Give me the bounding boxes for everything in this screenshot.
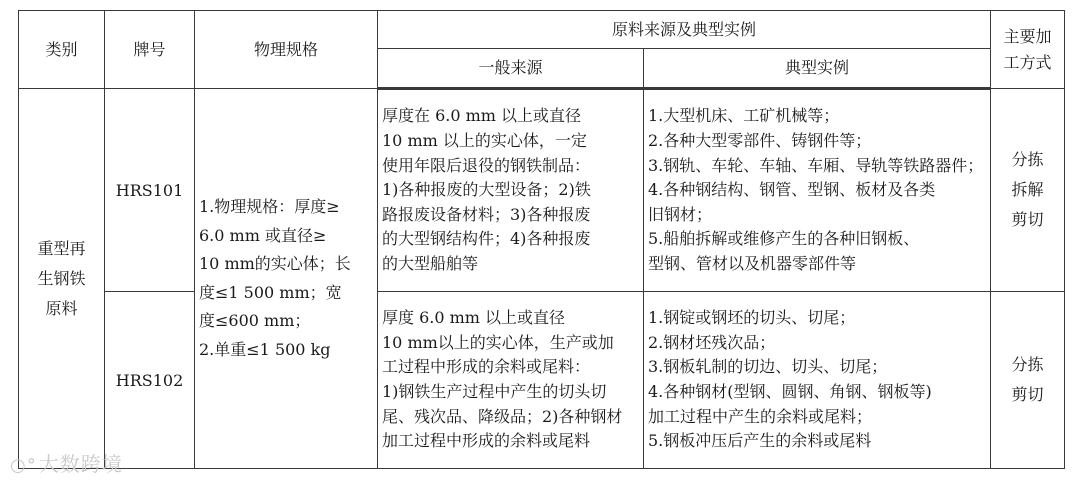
- processing-line: 分拣: [1011, 150, 1044, 169]
- example-line: 型钢、管材以及机器零部件等: [648, 253, 857, 273]
- source-line: 的大型钢结构件；4)各种报废: [382, 229, 591, 249]
- category-line: 重型再: [37, 238, 86, 258]
- grade-cell: HRS101: [105, 89, 195, 292]
- source-line: 使用年限后退役的钢铁制品：: [382, 155, 591, 175]
- spec-line: 10 mm的实心体；长: [199, 254, 351, 273]
- example-line: 3.钢板轧制的切边、切头、切尾；: [648, 357, 888, 377]
- spec-line: 度≤600 mm；: [199, 311, 311, 330]
- source-cell: [378, 89, 644, 292]
- header-processing: [991, 11, 1065, 89]
- source-line: 的大型船舶等: [382, 253, 479, 273]
- examples-cell: [644, 89, 991, 292]
- source-line: 10 mm 以上的实心体，一定: [382, 131, 587, 151]
- example-line: 4.各种钢结构、钢管、型钢、板材及各类: [648, 180, 936, 200]
- example-line: 5.钢板冲压后产生的余料或尾料: [648, 431, 872, 451]
- example-line: 4.各种钢材(型钢、圆钢、角钢、钢板等): [648, 382, 932, 401]
- category-cell: [19, 89, 105, 469]
- source-line: 加工过程中形成的余料或尾料: [382, 431, 591, 451]
- example-line: 2.各种大型零部件、铸钢件等；: [648, 131, 872, 151]
- category-line: 原料: [45, 298, 78, 318]
- example-line: 1.大型机床、工矿机械等；: [648, 106, 840, 126]
- source-line: 1)钢铁生产过程中产生的切头切: [382, 382, 607, 401]
- source-line: 工过程中形成的余料或尾料：: [382, 357, 591, 377]
- source-line: 厚度在 6.0 mm 以上或直径: [382, 106, 582, 126]
- processing-cell: [991, 89, 1065, 292]
- chat-bubble-icon: ○°: [10, 455, 37, 476]
- table-row: [19, 89, 1065, 292]
- source-cell: [378, 292, 644, 469]
- header-source-group: 原料来源及典型实例: [378, 11, 991, 49]
- example-line: 5.船舶拆解或维修产生的各种旧钢板、: [648, 229, 920, 249]
- spec-line: 1.物理规格：厚度≥: [199, 197, 340, 216]
- spec-line: 6.0 mm 或直径≥: [199, 225, 327, 245]
- header-processing-line: 工方式: [1003, 52, 1052, 72]
- processing-line: 剪切: [1011, 210, 1044, 229]
- header-category: 类别: [19, 11, 105, 89]
- source-line: 1)各种报废的大型设备；2)铁: [382, 180, 591, 200]
- source-line: 路报废设备材料；3)各种报废: [382, 204, 591, 224]
- steel-scrap-spec-table: [18, 10, 1065, 469]
- watermark: [10, 448, 123, 477]
- example-line: 1.钢锭或钢坯的切头、切尾；: [648, 308, 856, 328]
- processing-line: 剪切: [1011, 385, 1044, 404]
- example-line: 2.钢材坯残次品；: [648, 332, 776, 352]
- processing-cell: [991, 292, 1065, 469]
- source-line: 厚度 6.0 mm 以上或直径: [382, 308, 566, 328]
- source-line: 尾、残次品、降级品；2)各种钢材: [382, 406, 623, 426]
- processing-line: 拆解: [1011, 180, 1044, 199]
- header-general-source: 一般来源: [378, 49, 644, 89]
- table-row: [19, 292, 1065, 469]
- spec-line: 2.单重≤1 500 kg: [199, 339, 331, 359]
- header-typical-examples: 典型实例: [644, 49, 991, 89]
- header-spec: 物理规格: [195, 11, 378, 89]
- header-processing-line: 主要加: [1003, 26, 1052, 46]
- category-line: 生钢铁: [37, 268, 86, 288]
- spec-cell: [195, 89, 378, 469]
- watermark-text: 大数跨境: [38, 452, 123, 476]
- examples-cell: [644, 292, 991, 469]
- spec-line: 度≤1 500 mm；宽: [199, 282, 342, 302]
- example-line: 加工过程中产生的余料或尾料；: [648, 406, 873, 426]
- source-line: 10 mm以上的实心体，生产或加: [382, 332, 614, 352]
- example-line: 旧钢材；: [648, 204, 713, 224]
- header-grade: 牌号: [105, 11, 195, 89]
- processing-line: 分拣: [1011, 355, 1044, 374]
- example-line: 3.钢轨、车轮、车轴、车厢、导轨等铁路器件；: [648, 155, 984, 175]
- grade-cell: HRS102: [105, 292, 195, 469]
